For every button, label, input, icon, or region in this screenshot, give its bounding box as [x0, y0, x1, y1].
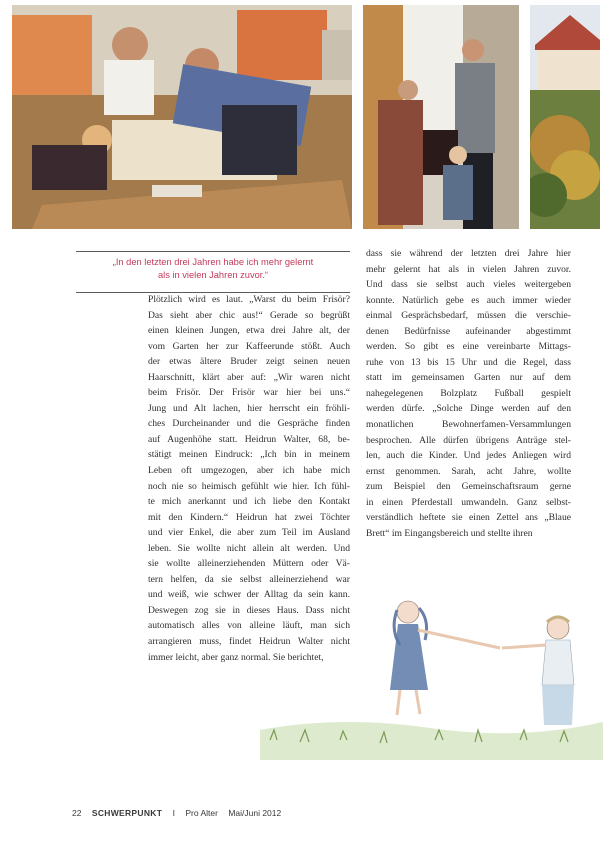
article-line: len, auch die Kinder. Und jedes Anliegen wird — [366, 450, 571, 462]
children-holding-hands-drawing — [260, 590, 603, 760]
article-line: konnte. Natürlich gebe es auch immer wieder — [366, 294, 571, 306]
article-line: verständlich heftete sie einen Zettel ans „Blaue — [366, 512, 571, 524]
article-column-right — [366, 246, 571, 541]
article-line: einen kleinen Jungen, etwa drei Jahre alt, der — [148, 325, 350, 337]
page-footer — [72, 808, 289, 818]
article-line: in einen Pferdestall umwandeln. Ganz selbst- — [366, 496, 571, 508]
article-line: einmal Gesprächsbedarf, müssen die verschie- — [366, 310, 571, 322]
article-line: mehr gelernt hat als in vielen Jahren zuvor. — [366, 263, 571, 275]
photo-hallway-greeting-image — [363, 5, 519, 229]
article-line: statt im gemeinsamen Garten nur auf dem — [366, 372, 571, 384]
article-line: zum Beispiel den Gemeinschaftsraum gerne — [366, 481, 571, 493]
article-line: automatisch alles von alleine läuft, man sich — [148, 620, 350, 632]
article-line: Das sieht aber chic aus!“ Gerade so begrüßt — [148, 309, 350, 321]
article-line: Und dass sie selbst auch vieles weitergeben — [366, 279, 571, 291]
article-line: vom Garten her zur Kaffeerunde stößt. Auch — [148, 340, 350, 352]
issue-date: Mai/Juni 2012 — [228, 808, 282, 818]
article-line: werden. So gibt es eine vereinbarte Mittags- — [366, 341, 571, 353]
article-line: sie wollte alleinerziehenden Müttern oder Vä- — [148, 558, 350, 570]
article-line: leben. Sie wollte nicht allein alt werden. Und — [148, 542, 350, 554]
article-line: Deswegen zog sie in dieses Haus. Dass nicht — [148, 604, 350, 616]
article-line: besprochen. Alle dürfen übrigens Anträge stel- — [366, 434, 571, 446]
article-line: und vier Enkel, die aber zum Teil im Ausland — [148, 527, 350, 539]
article-line: Haarschnitt, klärt aber auf: „Wir waren nicht — [148, 371, 350, 383]
article-line: nahegelegenen Bolzplatz Fußball gespielt — [366, 387, 571, 399]
pull-quote — [76, 256, 350, 282]
publication-name: Pro Alter — [185, 808, 218, 818]
article-line: Plötzlich wird es laut. „Warst du beim Frisör? — [148, 294, 350, 305]
photo-family-woodwork — [12, 5, 352, 229]
article-line: ruhe von 13 bis 15 Uhr und die Regel, dass — [366, 356, 571, 368]
photo-houses-garden-image — [530, 5, 600, 229]
photo-hallway-greeting — [363, 5, 519, 229]
article-line: der etwas ältere Bruder zeigt seinen neuen — [148, 356, 350, 368]
article-line: tern helfen, da sie selbst alleinerziehend war — [148, 573, 350, 585]
article-line: denen Bedürfnisse aufeinander abgestimmt — [366, 325, 571, 337]
photo-family-woodwork-image — [12, 5, 352, 229]
article-line: noch nie so heimisch gefühlt wie hier. Ich fühl- — [148, 480, 350, 492]
article-line: Leben oft umgezogen, aber ich habe mich — [148, 465, 350, 477]
article-line: ches Durcheinander und die Gespräche finden — [148, 418, 350, 430]
article-line: und weiß, wie schwer der Alltag da sein kann. — [148, 589, 350, 601]
article-line: arrangieren muss, findet Heidrun Walter nicht — [148, 636, 350, 648]
article-line: werden dürfe. „Solche Dinge werden auf den — [366, 403, 571, 415]
article-line: mit den Kindern.“ Heidrun hat zwei Töchter — [148, 511, 350, 523]
article-line: ernst genommen. Sarah, acht Jahre, wollte — [366, 465, 571, 477]
photo-houses-garden — [530, 5, 600, 229]
quote-rule-top — [76, 251, 350, 252]
article-line: Brett“ im Eingangsbereich und stellte ihren — [366, 527, 533, 539]
article-line: auf Augenhöhe statt. Heidrun Walter, 68, be- — [148, 433, 350, 445]
section-name: SCHWERPUNKT — [91, 808, 163, 818]
article-line: stätigt meinen Eindruck: „Ich bin in meinem — [148, 449, 350, 461]
page-number: 22 — [72, 808, 82, 818]
article-line: dass sie während der letzten drei Jahre hier — [366, 248, 571, 259]
footer-separator: I — [172, 808, 175, 818]
article-line: immer leicht, aber ganz normal. Sie berichtet, — [148, 651, 324, 663]
pull-quote-line: „In den letzten drei Jahren habe ich mehr gelernt — [112, 257, 314, 267]
article-line: beim Frisör. Der Frisör war hier bei uns.“ — [148, 387, 350, 399]
pull-quote-line: als in vielen Jahren zuvor.“ — [157, 270, 269, 280]
article-line: monatlichen Bewohnerfamen-Versammlungen — [366, 419, 571, 431]
children-illustration — [260, 590, 603, 760]
article-line: Jung und Alt lachen, hier herrscht ein fröhli- — [148, 402, 350, 414]
article-line: te mich anerkannt und ich liebe den Kontakt — [148, 496, 350, 508]
